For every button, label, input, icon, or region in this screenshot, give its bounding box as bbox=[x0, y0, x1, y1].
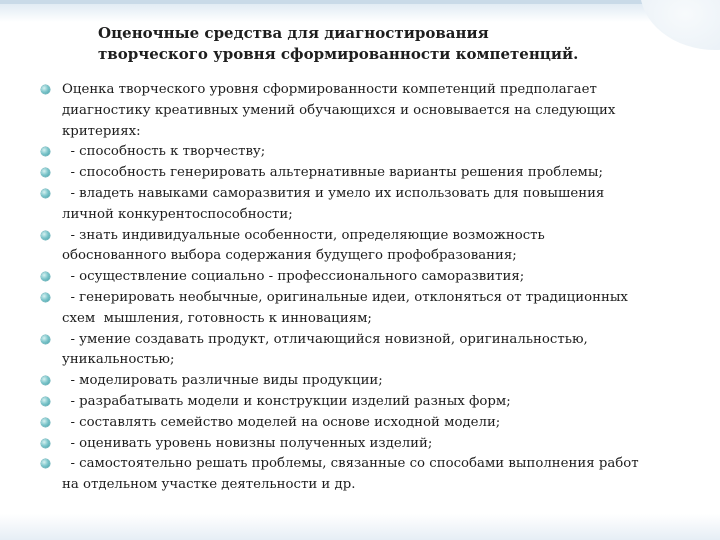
bullet-text-line: Оценка творческого уровня сформированности компетенций предполагает bbox=[62, 82, 597, 97]
bullet-dot-icon bbox=[41, 189, 50, 198]
bullet-text-line: - владеть навыками саморазвития и умело их использовать для повышения bbox=[62, 185, 605, 201]
list-item bbox=[40, 330, 688, 372]
bullet-text bbox=[62, 184, 688, 226]
bullet-text-line: уникальностью; bbox=[62, 352, 175, 368]
bullet-dot-icon bbox=[41, 147, 50, 156]
title-line-2: творческого уровня сформированности компетенций. bbox=[98, 45, 579, 63]
bullet-text-line: диагностику креативных умений обучающихся и основывается на следующих bbox=[62, 102, 616, 118]
bullet-dot-icon bbox=[41, 85, 50, 94]
bullet-dot-icon bbox=[41, 168, 50, 177]
bullet-text-line: - знать индивидуальные особенности, определяющие возможность bbox=[62, 227, 545, 243]
bullet-dot-icon bbox=[41, 293, 50, 302]
bullet-text-line: схем мышления, готовность к инновациям; bbox=[62, 310, 372, 326]
bullet-dot-icon bbox=[41, 418, 50, 427]
bullet-text-line: - моделировать различные виды продукции; bbox=[62, 373, 383, 389]
bullet-dot-icon bbox=[41, 335, 50, 344]
bullet-text bbox=[62, 330, 688, 372]
slide-title bbox=[98, 23, 678, 65]
list-item bbox=[40, 226, 688, 268]
bullet-dot-icon bbox=[41, 272, 50, 281]
bullet-text-line: - способность генерировать альтернативные варианты решения проблемы; bbox=[62, 165, 603, 181]
bullet-text bbox=[62, 142, 688, 163]
bullet-text-line: - умение создавать продукт, отличающийся новизной, оригинальностью, bbox=[62, 331, 588, 347]
list-item bbox=[40, 454, 688, 496]
bullet-text bbox=[62, 413, 688, 434]
bullet-dot-icon bbox=[41, 459, 50, 468]
list-item bbox=[40, 392, 688, 413]
bullet-text-line: - осуществление социально - профессионального саморазвития; bbox=[62, 269, 525, 285]
bullet-text bbox=[62, 163, 688, 184]
bullet-text bbox=[62, 288, 688, 330]
list-item bbox=[40, 80, 688, 142]
bullet-text bbox=[62, 267, 688, 288]
bullet-dot-icon bbox=[41, 439, 50, 448]
list-item bbox=[40, 267, 688, 288]
bullet-text-line: критериях: bbox=[62, 123, 141, 139]
bullet-text-line: - оценивать уровень новизны полученных изделий; bbox=[62, 435, 433, 451]
title-line-1: Оценочные средства для диагностирования bbox=[98, 24, 489, 42]
list-item bbox=[40, 434, 688, 455]
list-item bbox=[40, 413, 688, 434]
bullet-text bbox=[62, 434, 688, 455]
bullet-text-line: - способность к творчеству; bbox=[62, 144, 266, 160]
bullet-dot-icon bbox=[41, 231, 50, 240]
bullet-text bbox=[62, 392, 688, 413]
bullet-text bbox=[62, 226, 688, 268]
bullet-dot-icon bbox=[41, 376, 50, 385]
bullet-text bbox=[62, 454, 688, 496]
top-decorative-band bbox=[0, 0, 720, 22]
bullet-text bbox=[62, 80, 688, 142]
list-item bbox=[40, 163, 688, 184]
bullet-dot-icon bbox=[41, 397, 50, 406]
bullet-text-line: - разрабатывать модели и конструкции изделий разных форм; bbox=[62, 393, 511, 409]
list-item bbox=[40, 371, 688, 392]
bullet-text-line: обоснованного выбора содержания будущего профобразования; bbox=[62, 248, 517, 264]
bullet-text-line: на отдельном участке деятельности и др. bbox=[62, 477, 356, 493]
list-item bbox=[40, 288, 688, 330]
bullet-text-line: - самостоятельно решать проблемы, связанные со способами выполнения работ bbox=[62, 456, 639, 472]
bullet-text-line: - генерировать необычные, оригинальные идеи, отклоняться от традиционных bbox=[62, 289, 628, 305]
bullet-list bbox=[40, 80, 688, 496]
bullet-text-line: - составлять семейство моделей на основе исходной модели; bbox=[62, 414, 501, 430]
list-item bbox=[40, 184, 688, 226]
bottom-decorative-band bbox=[0, 514, 720, 540]
list-item bbox=[40, 142, 688, 163]
bullet-text-line: личной конкурентоспособности; bbox=[62, 206, 293, 222]
bullet-text bbox=[62, 371, 688, 392]
